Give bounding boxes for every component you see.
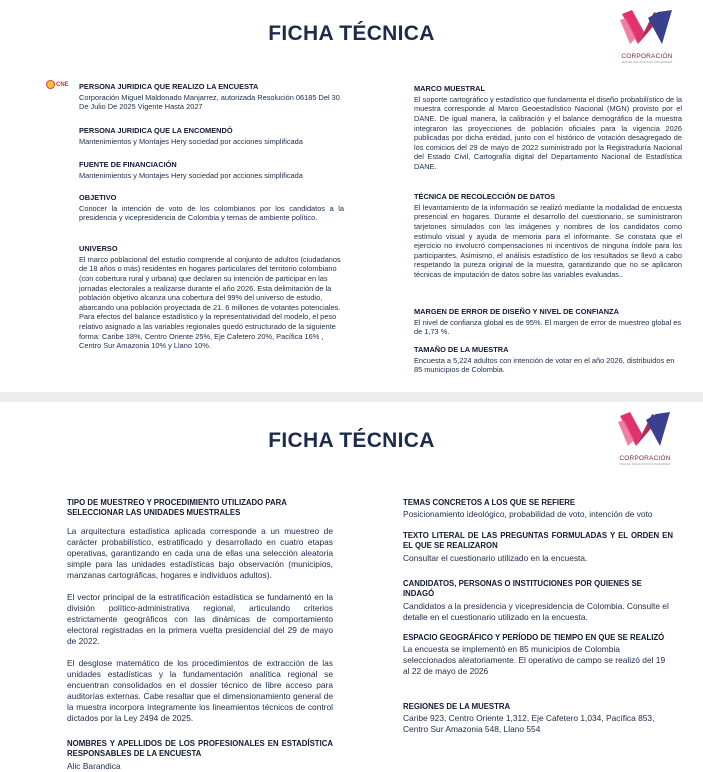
- logo-caption: CORPORACIÓN: [621, 53, 673, 60]
- cne-logo: [46, 80, 69, 89]
- section-tecnica: [414, 192, 682, 307]
- section-tipo-muestreo: [67, 498, 333, 526]
- section-heading: PERSONA JURIDICA QUE REALIZO LA ENCUESTA: [79, 82, 259, 91]
- section-desglose: [67, 658, 333, 739]
- left-column: [67, 498, 333, 772]
- section-body: Posicionamiento ideológico, probabilidad de voto, intención de voto: [403, 509, 653, 520]
- section-heading: MARCO MUESTRAL: [414, 84, 486, 93]
- section-body: Alic Barandica: [67, 760, 121, 771]
- section-body: Mantenimientos y Montajes Hery sociedad por acciones simplificada: [79, 170, 303, 180]
- section-texto-literal: [403, 531, 673, 579]
- logo-caption: CORPORACIÓN: [619, 455, 671, 462]
- section-objetivo: [79, 193, 344, 244]
- page-separator: [0, 392, 703, 402]
- section-body: La arquitectura estadística aplicada corresponde a un muestreo de carácter probabilístico, estratificado y desarrollado en cuatro etapas operativas, garantizando en cada una de ellas una selección aleatoria simple para las unidades estadísticas bajo observación (municipios, manzanas cartográficas, hogares e individuos adultos).: [67, 526, 333, 581]
- section-arquitectura: [67, 526, 333, 592]
- section-heading: REGIONES DE LA MUESTRA: [403, 702, 511, 711]
- section-candidatos: [403, 579, 673, 633]
- section-financiacion: [79, 160, 344, 193]
- cne-seal-icon: [46, 80, 55, 89]
- section-heading: MARGEN DE ERROR DE DISEÑO Y NIVEL DE CONFIANZA: [414, 307, 619, 316]
- right-column: [414, 84, 682, 375]
- section-body: Mantenimientos y Montajes Hery sociedad por acciones simplificada: [79, 136, 303, 146]
- section-body: El marco poblacional del estudio comprende al conjunto de adultos (ciudadanos de 18 años o más) residentes en hogares particulares del territorio colombiano (con cobertura rural y urbana) que declaren su intención de participar en las jornadas electorales a realizarse durante el año 2026. Esta delimitación de la población objetivo alcanza una cobertura del 99% del universo de estudio, abarcando una población proyectada de 21. 6 millones de votantes potenciales. Para efectos del balance estadístico y la representatividad del modelo, el peso relativo asignado a las variables regionales quedó estructurado de la siguiente forma: Caribe 18%, Centro Oriente 25%, Eje Cafetero 20%, Pacífica 16% , Centro Sur Amazonia 10% y Llano 10%.: [79, 254, 341, 351]
- section-heading: FUENTE DE FINANCIACIÓN: [79, 160, 177, 169]
- corporation-logo: [618, 8, 676, 64]
- section-heading: OBJETIVO: [79, 193, 117, 202]
- section-heading: TEXTO LITERAL DE LAS PREGUNTAS FORMULADAS Y EL ORDEN EN EL QUE SE REALIZARON: [403, 531, 673, 551]
- section-heading: ESPACIO GEOGRÁFICO Y PERÍODO DE TIEMPO EN QUE SE REALIZÓ: [403, 633, 665, 642]
- page-2: [0, 402, 703, 772]
- section-body: El desglose matemático de los procedimientos de extracción de las unidades estadísticas y la fundamentación analítica regional se encuentran consolidados en el dossier técnico de libre acceso para auditorías externas. Cabe resaltar que el dimensionamiento general de la muestra incorpora íntegramente los lineamientos técnicos de control dictados por la Ley 2494 de 2025.: [67, 658, 333, 724]
- section-body: El levantamiento de la información se realizó mediante la modalidad de encuesta presencial en hogares. Durante el desarrollo del cuestionario, se suministraron tarjetones simulados con las imágenes y nombres de los candidatos como estímulo visual y ayuda de memoria para el informante. Se constata que el ejercicio no involucró compensaciones ni incentivos de ninguna índole para los participantes. Asimismo, el análisis estadístico de los resultados se llevó a cabo respetando la pureza original de la muestra, garantizando que no se aplicaron técnicas de imputación de datos sobre las variables evaluadas..: [414, 202, 682, 279]
- section-body: Corporación Miguel Maldonado Manjarrez, autorizada Resolución 06185 Del 30 De Julio De 2025 Vigente Hasta 2027: [79, 92, 340, 112]
- logo-subcaption: MIGUEL MALDONADO MANJARREZ: [621, 60, 673, 64]
- section-marco-muestral: [414, 84, 682, 192]
- section-espacio-geografico: [403, 633, 673, 702]
- section-realizo: [79, 82, 344, 126]
- corporation-logo: [616, 410, 674, 466]
- section-regiones: [403, 702, 673, 735]
- section-temas: [403, 498, 673, 531]
- section-body: Candidatos a la presidencia y vicepresidencia de Colombia. Consulte el detalle en el cuestionario utilizado en la encuesta.: [403, 600, 669, 622]
- section-body: El soporte cartográfico y estadístico que fundamenta el diseño probabilístico de la muestra corresponde al Marco Geoestadístico Nacional (MGN) provisto por el DANE. De igual manera, la calibración y el balance demográfico de la muestra integraron las proyecciones de población oficiales para la vigencia 2026 publicadas por dicha entidad, junto con el histórico de votación desagregado de los comicios del 29 de mayo de 2022 suministrado por la Registraduría Nacional del Estado Civil, Cartografía digital del Departamento Nacional de Estadística DANE.: [414, 94, 682, 171]
- logo-mark-icon: [618, 8, 676, 48]
- left-column: [79, 82, 344, 351]
- page-title: FICHA TÉCNICA: [268, 22, 435, 45]
- section-profesionales: [67, 739, 333, 772]
- section-body: El vector principal de la estratificación estadística se fundamentó en la división político-administrativa regional, articulando criterios estrictamente geográficos con las dinámicas de comportamiento electoral registradas en la primera vuelta presidencial del 29 de mayo de 2022.: [67, 592, 333, 647]
- section-heading: TÉCNICA DE RECOLECCIÓN DE DATOS: [414, 192, 556, 201]
- right-column: [403, 498, 673, 735]
- section-margen-error: [414, 307, 682, 345]
- section-body: El nivel de confianza global es de 95%. El margen de error de muestreo global es de 1,73 %.: [414, 317, 682, 337]
- logo-mark-icon: [616, 410, 674, 450]
- section-heading: NOMBRES Y APELLIDOS DE LOS PROFESIONALES EN ESTADÍSTICA RESPONSABLES DE LA ENCUESTA: [67, 739, 333, 759]
- section-body: Consultar el cuestionario utilizado en la encuesta.: [403, 552, 588, 563]
- cne-label: CNE: [56, 81, 69, 88]
- section-body: Conocer la intención de voto de los colombianos por los candidatos a la presidencia y vicepresidencia de Colombia y temas de ambiente político.: [79, 203, 344, 223]
- logo-subcaption: MIGUEL MALDONADO MANJARREZ: [619, 462, 671, 466]
- section-heading: TAMAÑO DE LA MUESTRA: [414, 345, 509, 354]
- section-heading: CANDIDATOS, PERSONAS O INSTITUCIONES POR QUIENES SE INDAGÓ: [403, 579, 642, 599]
- section-encomendo: [79, 126, 344, 160]
- section-universo: [79, 244, 344, 351]
- section-body: La encuesta se implementó en 85 municipios de Colombia seleccionados aleatoriamente. El operativo de campo se realizó del 19 al 22 de mayo de 2026: [403, 644, 666, 677]
- page-title: FICHA TÉCNICA: [268, 429, 435, 452]
- section-body: Encuesta a 5,224 adultos con intención de votar en el año 2026, distribuidos en 85 municipios de Colombia.: [414, 355, 675, 375]
- section-heading: UNIVERSO: [79, 244, 118, 253]
- section-estratificacion: [67, 592, 333, 658]
- section-heading: PERSONA JURIDICA QUE LA ENCOMENDÓ: [79, 126, 233, 135]
- section-tamano: [414, 345, 682, 375]
- section-body: Caribe 923, Centro Oriente 1,312, Eje Cafetero 1,034, Pacífica 853, Centro Sur Amazonia 548, Llano 554: [403, 713, 655, 735]
- section-heading: TEMAS CONCRETOS A LOS QUE SE REFIERE: [403, 498, 576, 507]
- section-heading: TIPO DE MUESTREO Y PROCEDIMIENTO UTILIZADO PARA SELECCIONAR LAS UNIDADES MUESTRALES: [67, 498, 287, 518]
